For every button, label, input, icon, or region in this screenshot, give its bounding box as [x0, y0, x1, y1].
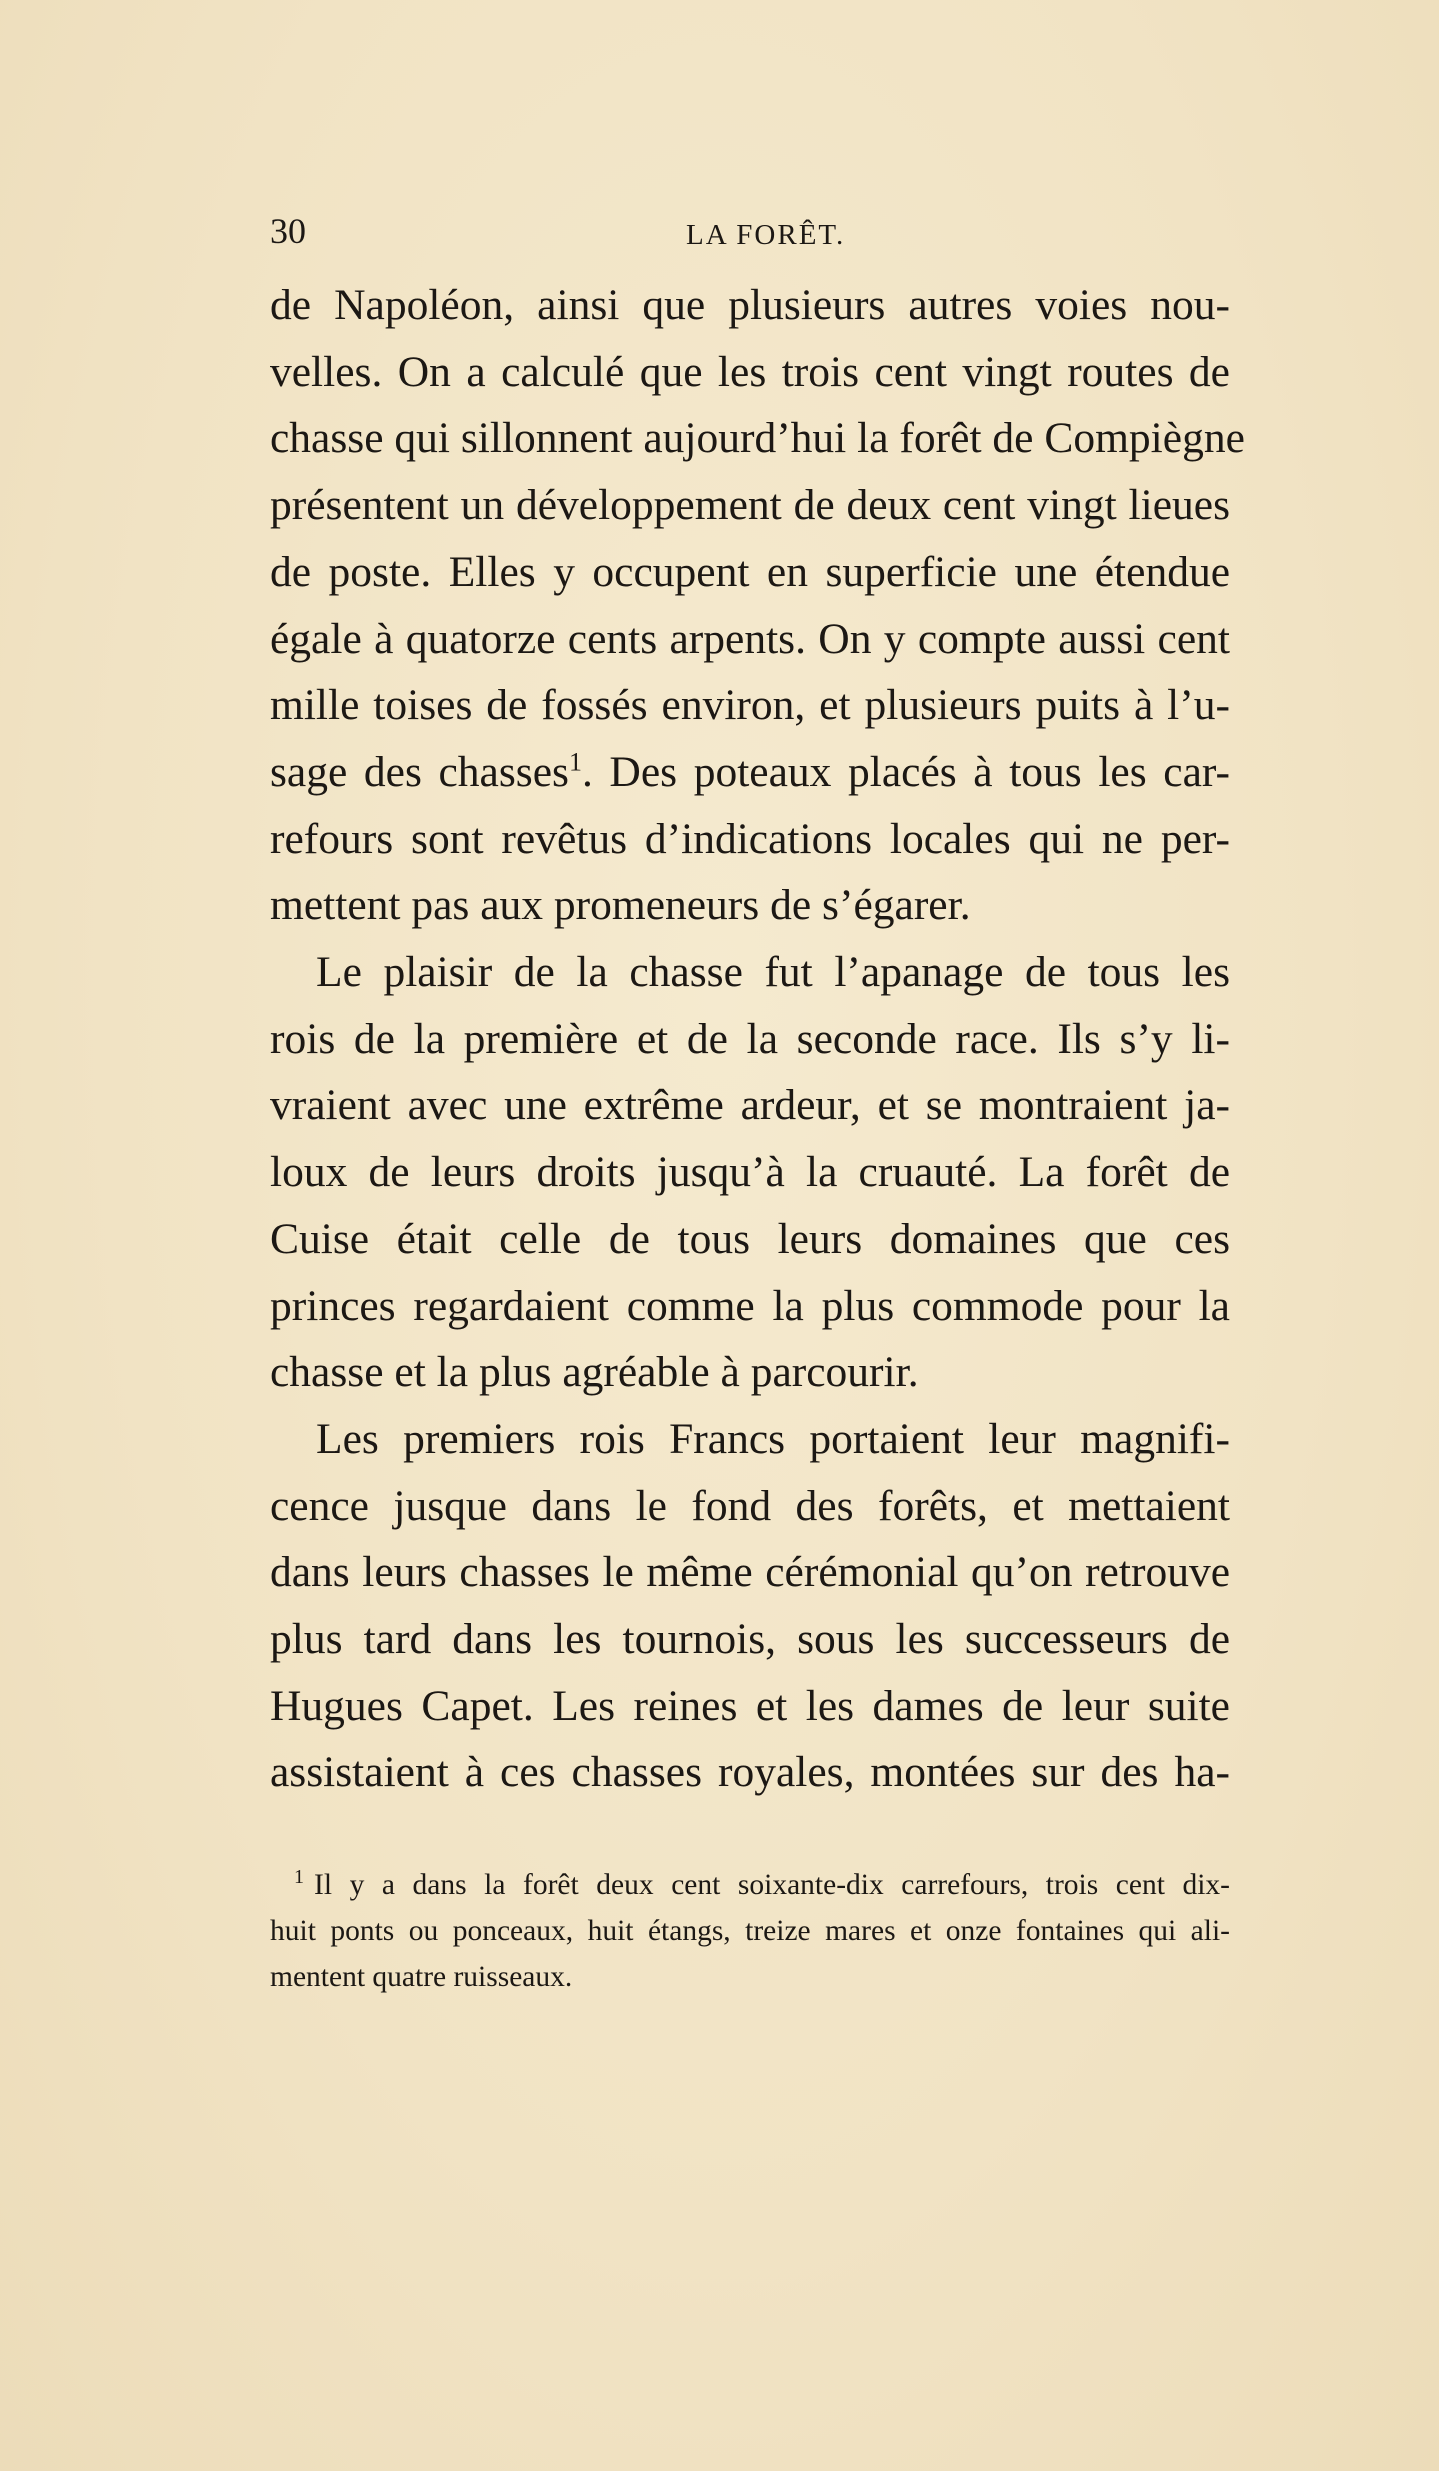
footnote-line: huit ponts ou ponceaux, huit étangs, treize mares et onze fontaines qui ali- — [270, 1915, 1230, 1947]
text-line: Hugues Capet. Les reines et les dames de leur suite — [270, 1681, 1230, 1730]
text-line: égale à quatorze cents arpents. On y compte aussi cent — [270, 614, 1230, 663]
footnotes — [270, 1862, 1230, 2000]
footnote-line: mentent quatre ruisseaux. — [270, 1961, 573, 1993]
text-line: chasse et la plus agréable à parcourir. — [270, 1348, 919, 1397]
running-title: LA FORÊT. — [686, 219, 846, 251]
text-line: assistaient à ces chasses royales, montées sur des ha- — [270, 1748, 1230, 1797]
body-text — [270, 272, 1245, 1806]
text-line: présentent un développement de deux cent vingt lieues — [270, 481, 1230, 530]
text-line: mille toises de fossés environ, et plusieurs puits à l’u- — [270, 681, 1230, 730]
text-line: velles. On a calculé que les trois cent vingt routes de — [270, 347, 1230, 396]
text-segment: sage des chasses — [270, 747, 569, 796]
text-line: chasse qui sillonnent aujourd’hui la forêt de Compiègne — [270, 414, 1245, 463]
text-line: vraient avec une extrême ardeur, et se montraient ja- — [270, 1081, 1230, 1130]
running-head — [270, 206, 1215, 256]
text-line: de poste. Elles y occupent en superficie une étendue — [270, 547, 1230, 596]
text-line: Les premiers rois Francs portaient leur magnifi- — [316, 1414, 1230, 1463]
text-line: de Napoléon, ainsi que plusieurs autres voies nou- — [270, 281, 1230, 329]
text-line: plus tard dans les tournois, sous les successeurs de — [270, 1615, 1230, 1664]
text-line: rois de la première et de la seconde race. Ils s’y li- — [270, 1014, 1230, 1063]
text-line: dans leurs chasses le même cérémonial qu’on retrouve — [270, 1548, 1230, 1597]
text-line: Le plaisir de la chasse fut l’apanage de tous les — [316, 948, 1230, 997]
footnote-reference: 1 — [568, 747, 582, 777]
footnote-text: Il y a dans la forêt deux cent soixante-dix carrefours, trois cent dix- — [314, 1869, 1230, 1901]
text-line: loux de leurs droits jusqu’à la cruauté. La forêt de — [270, 1148, 1230, 1197]
text-line: refours sont revêtus d’indications locales qui ne per- — [270, 814, 1230, 863]
page-number: 30 — [270, 211, 306, 251]
text-line: Cuise était celle de tous leurs domaines que ces — [270, 1214, 1230, 1263]
text-line: cence jusque dans le fond des forêts, et mettaient — [270, 1481, 1230, 1530]
footnote-mark: 1 — [294, 1866, 304, 1889]
text-line-with-footnote — [270, 739, 1230, 806]
text-line: princes regardaient comme la plus commode pour la — [270, 1281, 1230, 1330]
text-line: mettent pas aux promeneurs de s’égarer. — [270, 881, 971, 930]
footnote-line — [270, 1862, 1230, 1908]
text-segment: . Des poteaux placés à tous les car- — [581, 747, 1230, 796]
